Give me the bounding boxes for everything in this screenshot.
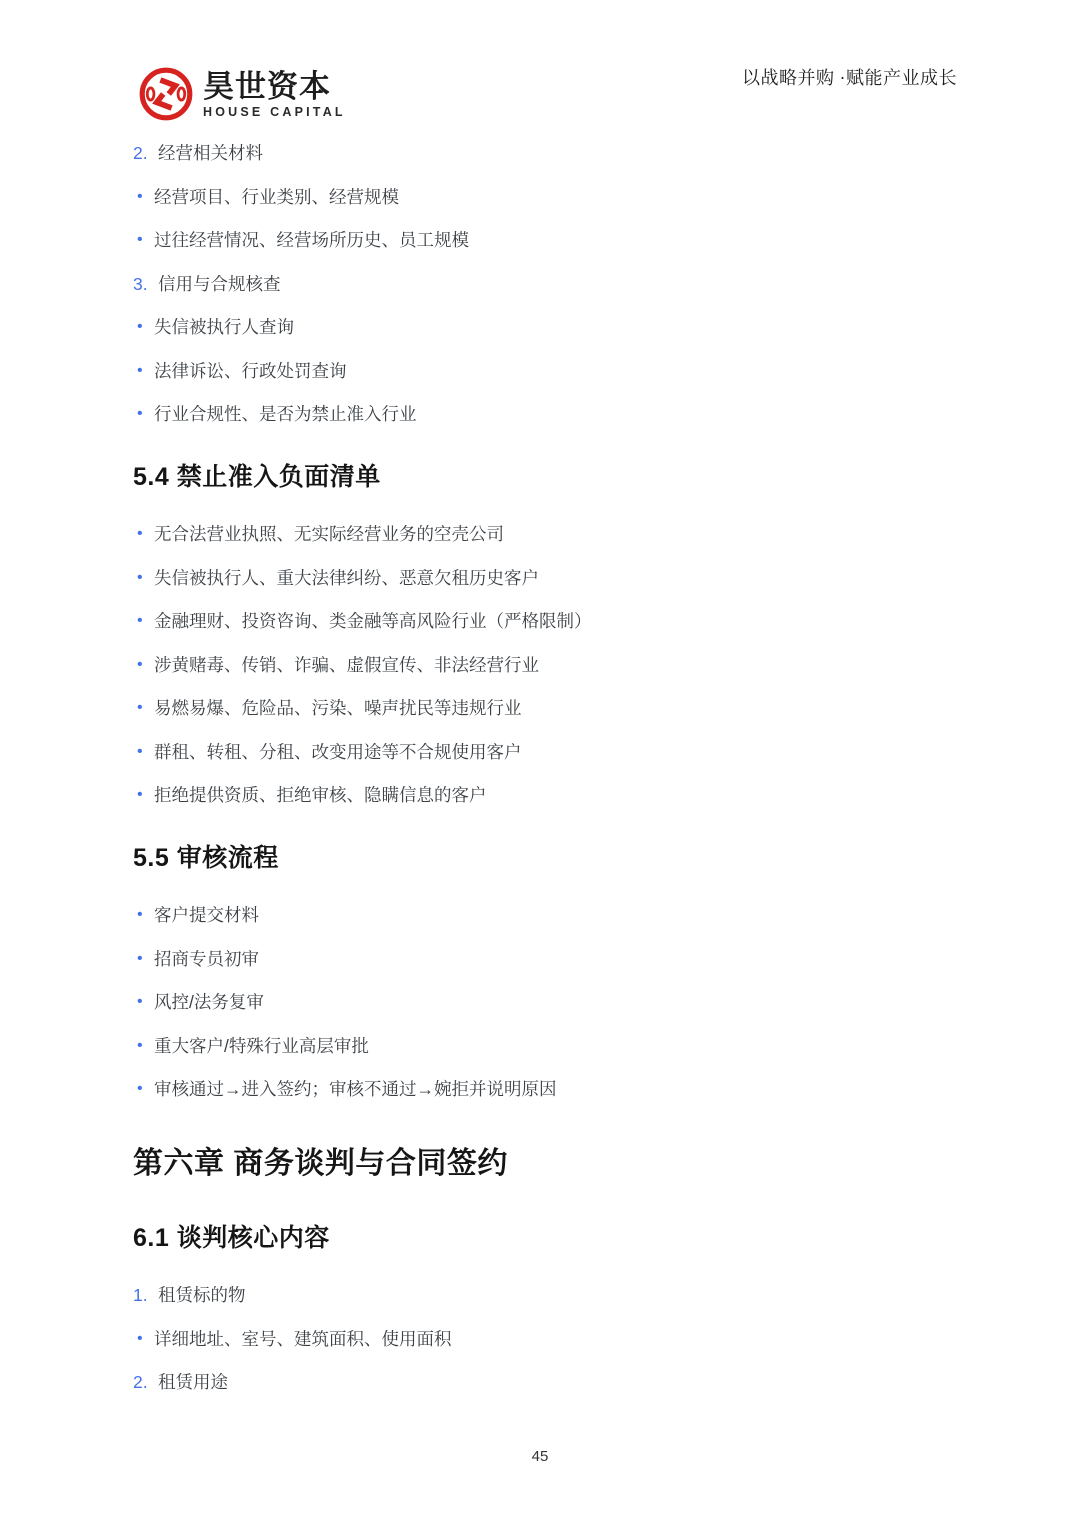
- number-marker: 2.: [133, 143, 148, 163]
- bullet-marker: •: [137, 612, 143, 629]
- bullet-list-item: [133, 784, 960, 806]
- list-item-text: 租赁标的物: [158, 1285, 246, 1305]
- bullet-marker: •: [137, 187, 143, 205]
- list-item-text: 拒绝提供资质、拒绝审核、隐瞒信息的客户: [154, 785, 487, 805]
- number-marker: 3.: [133, 273, 148, 294]
- numbered-list-item: [133, 142, 960, 164]
- list-item-text: 招商专员初审: [154, 948, 259, 969]
- page-header: [0, 0, 1080, 140]
- bullet-marker: •: [137, 949, 143, 967]
- bullet-list-item: [133, 1035, 960, 1057]
- numbered-list-item: [133, 1284, 960, 1306]
- bullet-marker: •: [137, 699, 143, 716]
- bullet-list-item: [133, 654, 960, 676]
- bullet-marker: •: [137, 906, 143, 923]
- logo-text: [203, 66, 346, 119]
- chapter-heading: 第六章 商务谈判与合同签约: [133, 1147, 508, 1180]
- bullet-list-item: [133, 610, 960, 632]
- bullet-list-item: [133, 948, 960, 970]
- list-item-text: 群租、转租、分租、改变用途等不合规使用客户: [154, 741, 522, 762]
- bullet-marker: •: [137, 1080, 143, 1097]
- logo-name-zh: 昊世资本: [203, 69, 331, 104]
- bullet-marker: •: [137, 742, 143, 760]
- bullet-marker: •: [137, 361, 143, 379]
- list-item-text: 经营相关材料: [158, 143, 263, 163]
- bullet-marker: •: [137, 231, 143, 248]
- list-item-text: 审核通过→进入签约；审核不通过→婉拒并说明原因: [154, 1079, 557, 1099]
- list-item-text: 租赁用途: [158, 1372, 228, 1392]
- list-item-text: 信用与合规核查: [158, 273, 281, 294]
- bullet-marker: •: [137, 525, 143, 542]
- list-item-text: 无合法营业执照、无实际经营业务的空壳公司: [154, 524, 504, 544]
- logo-mark-icon: [138, 66, 194, 122]
- list-item-text: 行业合规性、是否为禁止准入行业: [154, 404, 417, 424]
- bullet-marker: •: [137, 1036, 143, 1054]
- list-item-text: 经营项目、行业类别、经营规模: [154, 186, 399, 207]
- bullet-marker: •: [137, 655, 143, 673]
- list-item-text: 法律诉讼、行政处罚查询: [154, 360, 347, 381]
- header-tagline: 以战略并购 ·赋能产业成长: [742, 68, 957, 88]
- list-item-text: 涉黄赌毒、传销、诈骗、虚假宣传、非法经营行业: [154, 654, 539, 675]
- section-heading: 6.1 谈判核心内容: [133, 1224, 330, 1252]
- bullet-marker: •: [137, 568, 143, 586]
- list-item-text: 失信被执行人、重大法律纠纷、恶意欠租历史客户: [154, 567, 539, 588]
- content-blocks: [133, 142, 960, 1415]
- bullet-list-item: [133, 229, 960, 251]
- bullet-list-item: [133, 567, 960, 589]
- number-marker: 2.: [133, 1372, 148, 1392]
- bullet-list-item: [133, 523, 960, 545]
- bullet-list-item: [133, 1328, 960, 1350]
- logo-name-en: HOUSE CAPITAL: [203, 105, 346, 119]
- bullet-list-item: [133, 1078, 960, 1100]
- section-heading: 5.4 禁止准入负面清单: [133, 463, 381, 491]
- list-item-text: 客户提交材料: [154, 905, 259, 925]
- bullet-list-item: [133, 186, 960, 208]
- number-marker: 1.: [133, 1285, 148, 1305]
- bullet-list-item: [133, 904, 960, 926]
- bullet-marker: •: [137, 993, 143, 1010]
- bullet-marker: •: [137, 318, 143, 335]
- list-item-text: 易燃易爆、危险品、污染、噪声扰民等违规行业: [154, 698, 522, 718]
- bullet-list-item: [133, 360, 960, 382]
- numbered-list-item: [133, 1371, 960, 1393]
- bullet-list-item: [133, 403, 960, 425]
- list-item-text: 过往经营情况、经营场所历史、员工规模: [154, 230, 469, 250]
- section-heading: 5.5 审核流程: [133, 844, 279, 872]
- company-logo: [138, 66, 346, 122]
- list-item-text: 风控/法务复审: [154, 992, 264, 1012]
- bullet-marker: •: [137, 1329, 143, 1347]
- numbered-list-item: [133, 273, 960, 295]
- bullet-list-item: [133, 697, 960, 719]
- list-item-text: 金融理财、投资咨询、类金融等高风险行业（严格限制）: [154, 611, 592, 631]
- bullet-list-item: [133, 991, 960, 1013]
- page-number: 45: [531, 1448, 549, 1465]
- bullet-marker: •: [137, 405, 143, 422]
- list-item-text: 失信被执行人查询: [154, 317, 294, 337]
- list-item-text: 详细地址、室号、建筑面积、使用面积: [154, 1328, 452, 1349]
- bullet-list-item: [133, 741, 960, 763]
- list-item-text: 重大客户/特殊行业高层审批: [154, 1035, 369, 1056]
- bullet-list-item: [133, 316, 960, 338]
- bullet-marker: •: [137, 786, 143, 803]
